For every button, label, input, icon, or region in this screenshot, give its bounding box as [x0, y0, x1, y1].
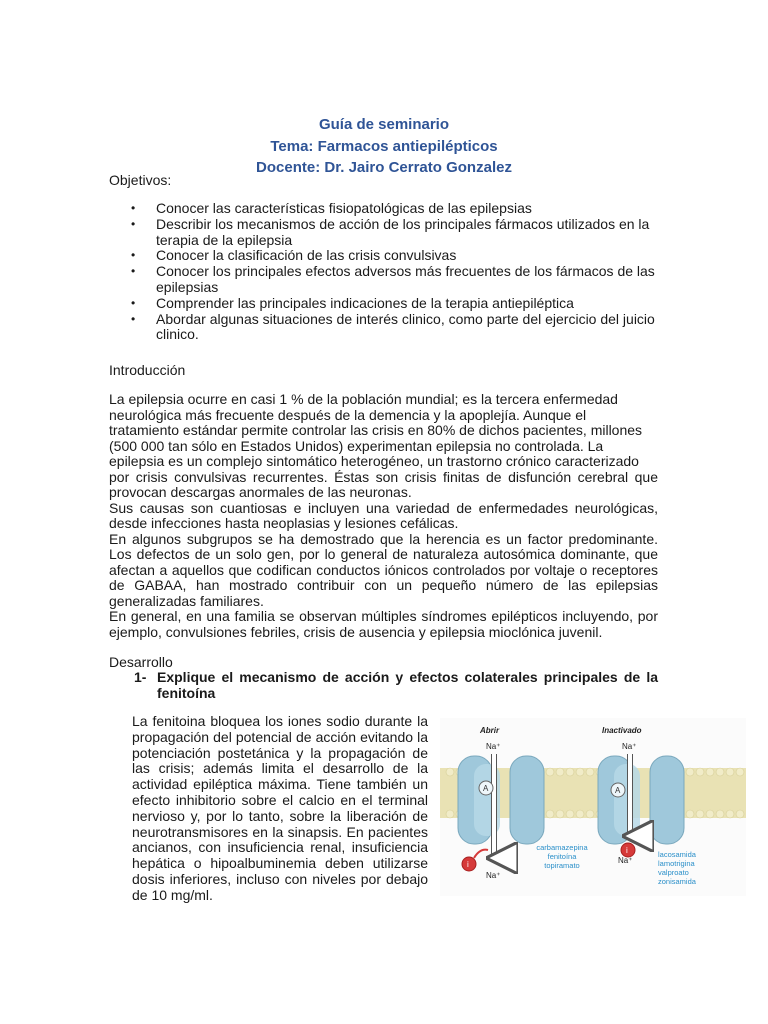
development-heading: Desarrollo	[109, 654, 173, 670]
drugs-right	[658, 850, 697, 886]
question-number: 1-	[134, 669, 147, 685]
bullet-icon: •	[131, 295, 136, 310]
na-label-top-left: Na⁺	[486, 742, 501, 751]
na-label-bottom-right: Na⁺	[618, 856, 633, 865]
teacher-name: Docente: Dr. Jairo Cerrato Gonzalez	[256, 159, 512, 176]
na-label-top-right: Na⁺	[622, 742, 637, 751]
objectives-list	[109, 201, 663, 343]
na-label-bottom-left: Na⁺	[486, 871, 501, 880]
objective-text: Conocer la clasificación de las crisis convulsivas	[156, 247, 457, 264]
introduction-body	[109, 392, 658, 640]
answer-paragraph: La fenitoina bloquea los iones sodio durante la propagación del potencial de acción evitando la potenciación postetánica y la propagación de las crisis; además limita el desarrollo de la actividad epiléptica máxima. Tiene también un efecto inhibitorio sobre el calcio en el terminal nervioso y, por lo tanto, sobre la liberación de neurotransmisores en la sinapsis. En pacientes ancianos, con insuficiencia renal, insuficiencia hepática o hipoalbuminemia deben utilizarse dosis inferiores, incluso con niveles por debajo de 10 mg/ml.	[132, 713, 428, 903]
document-header	[0, 114, 768, 179]
topic-title: Tema: Farmacos antiepilépticos	[270, 137, 498, 155]
bullet-icon: •	[131, 248, 136, 263]
drug-name: fenitoína	[547, 852, 577, 861]
drug-name: valproato	[658, 868, 689, 877]
gate-a-right: A	[615, 786, 621, 795]
gate-a-left: A	[483, 784, 489, 793]
objectives-heading: Objetivos:	[109, 172, 172, 188]
gate-i-right: i	[626, 846, 628, 855]
drug-name: topiramato	[544, 861, 580, 870]
intro-paragraph: Sus causas son cuantiosas e incluyen una variedad de enfermedades neurológicas, desde infecciones hasta neoplasias y lesiones cefálicas.	[109, 499, 658, 531]
list-item	[109, 312, 663, 344]
objective-text: Describir los mecanismos de acción de los principales fármacos utilizados en la terapia de la epilepsia	[156, 215, 650, 248]
list-item	[109, 201, 663, 217]
bullet-icon: •	[131, 311, 136, 326]
bullet-icon: •	[131, 264, 136, 279]
sodium-channel-diagram	[440, 718, 746, 896]
list-item	[109, 264, 663, 296]
introduction-heading: Introducción	[109, 362, 186, 378]
gate-i-left: i	[467, 860, 469, 869]
intro-paragraph: En algunos subgrupos se ha demostrado que la herencia es un factor predominante. Los defectos de un solo gen, por lo general de naturaleza autosómica dominante, que afectan a aquellos que codifican conductos iónicos controlados por voltaje o receptores de GABAA, han mostrado contribuir con un pequeño número de las epilepsias generalizadas familiares.	[109, 530, 658, 609]
list-item	[109, 217, 663, 249]
label-open: Abrir	[480, 726, 500, 735]
objective-text: Abordar algunas situaciones de interés clinico, como parte del ejercicio del juicio clinico.	[156, 310, 655, 343]
objective-text: Conocer las características fisiopatológicas de las epilepsias	[156, 200, 532, 216]
intro-paragraph: La epilepsia ocurre en casi 1 % de la población mundial; es la tercera enfermedad neurológica más frecuente después de la demencia y la apoplejía. Aunque el tratamiento estándar permite controlar las crisis en 80% de dichos pacientes, millones (500 000 tan sólo en Estados Unidos) experimentan epilepsia no controlada. La epilepsia es un complejo sintomático heterogéneo, un trastorno crónico caracterizado	[109, 391, 643, 469]
question-text: Explique el mecanismo de acción y efectos colaterales principales de la fenitoína	[157, 669, 658, 701]
drug-name: zonisamida	[658, 877, 696, 886]
question-1	[134, 669, 658, 701]
drug-name: lamotrigina	[658, 859, 695, 868]
objective-text: Conocer los principales efectos adversos más frecuentes de los fármacos de las epilepsias	[156, 263, 655, 295]
drug-name: lacosamida	[658, 850, 696, 859]
list-item	[109, 296, 663, 312]
bullet-icon: •	[131, 216, 136, 231]
list-item	[109, 248, 663, 264]
drugs-left	[536, 843, 588, 870]
sodium-channel-figure	[440, 718, 746, 896]
label-inactivated: Inactivado	[602, 726, 642, 735]
guide-title: Guía de seminario	[318, 116, 450, 133]
drug-name: carbamazepina	[536, 843, 588, 852]
intro-paragraph: En general, en una familia se observan múltiples síndromes epilépticos incluyendo, por ejemplo, convulsiones febriles, crisis de ausencia y epilepsia mioclónica juvenil.	[109, 608, 658, 640]
bullet-icon: •	[131, 201, 136, 215]
objective-text: Comprender las principales indicaciones de la terapia antiepiléptica	[156, 294, 574, 311]
intro-paragraph: por crisis convulsivas recurrentes. Éstas son crisis finitas de disfunción cerebral que provocan descargas anormales de las neuronas.	[109, 468, 658, 500]
